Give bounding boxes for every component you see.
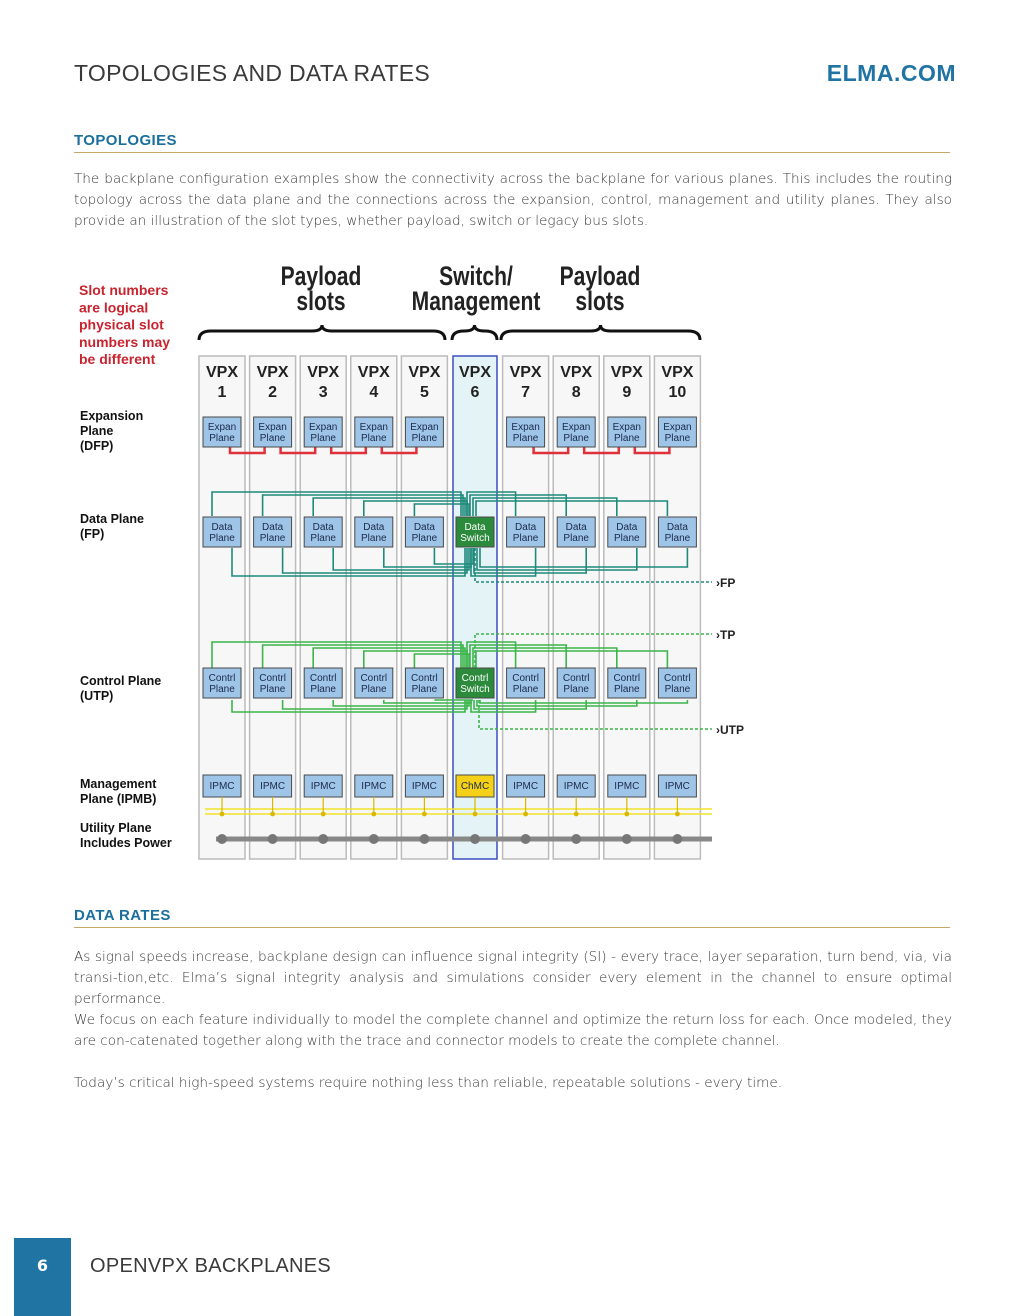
data-switch-box-label: Switch [460,533,490,544]
backplane-topology-diagram [0,250,1024,870]
group-title-payload-right: slots [575,286,625,317]
data-rates-paragraph-3: Today’s critical high-speed systems require nothing less than reliable, repeatable solutions - every time. [74,1075,783,1091]
contrl-plane-box-label: Contrl [411,673,438,684]
data-switch-box-label: Data [464,522,486,533]
data-plane-box-label: Data [262,522,284,533]
ipmc-label: IPMC [260,781,286,792]
expan-plane-box-label: Expan [207,422,237,433]
contrl-plane-box-label: Plane [563,684,589,695]
topologies-heading: TOPOLOGIES [74,132,177,149]
contrl-plane-box-label: Contrl [259,673,286,684]
contrl-plane-box-label: Contrl [613,673,641,684]
ipmb-node [473,812,478,817]
topologies-rule [74,152,950,153]
data-plane-box-label: Data [363,522,385,533]
utility-node [521,834,531,844]
expan-plane-box-label: Plane [563,433,589,444]
row-label-expansion: (DFP) [80,439,114,453]
expan-plane-box-label: Plane [259,433,286,444]
data-plane-box-label: Plane [209,533,235,544]
row-label-data: Data Plane [80,512,144,526]
data-plane-box-label: Plane [614,533,640,544]
row-label-management: Management [80,777,157,791]
contrl-plane-box-label: Plane [411,684,438,695]
port-utp-label: ›UTP [716,723,744,737]
topologies-paragraph: The backplane configuration examples show the connectivity across the backplane for various planes. This includes the routing topology across the data plane and the connections across the expansion, control, management and utility planes. They also provide an illustration of the slot types, whether payload, switch or legacy bus slots. [74,171,952,229]
ipmb-node [321,812,326,817]
slot-vpx-label: VPX [408,364,441,381]
ipmb-node [523,812,528,817]
contrl-switch-box-label: Switch [460,684,490,695]
utility-node [369,834,379,844]
slot-vpx-label: VPX [560,364,593,381]
slot-number: 5 [419,384,429,401]
contrl-plane-box-label: Contrl [512,673,539,684]
expan-plane-box-label: Plane [512,433,539,444]
row-label-expansion: Plane [80,424,114,438]
site-link[interactable]: ELMA.COM [826,60,956,86]
data-plane-box-label: Data [666,522,688,533]
expan-plane-box-label: Plane [614,433,640,444]
ipmc-label: IPMC [411,781,437,792]
utility-node [672,834,682,844]
ipmb-node [270,812,275,817]
slot-vpx-label: VPX [610,364,643,381]
data-plane-box-label: Plane [664,533,691,544]
diagram-note-line: are logical [79,299,149,316]
contrl-plane-box-label: Plane [310,684,336,695]
data-plane-box-label: Plane [259,533,286,544]
brace-payload-left [199,325,445,340]
expan-plane-box-label: Expan [410,422,439,433]
ipmc-label: IPMC [310,781,336,792]
ipmc-label: IPMC [614,781,640,792]
row-label-management: Plane (IPMB) [80,792,157,806]
row-label-utility: Utility Plane [80,821,152,835]
data-rates-rule [74,927,950,928]
utility-node [318,834,328,844]
page-number: 6 [36,1256,49,1275]
slot-vpx-label: VPX [357,364,390,381]
slot-number: 9 [622,384,632,401]
row-label-data: (FP) [80,527,105,541]
ipmb-node [574,812,579,817]
contrl-plane-box-label: Plane [209,684,235,695]
utility-node [571,834,581,844]
expan-plane-box-label: Plane [664,433,691,444]
slot-number: 10 [668,384,687,401]
slot-number: 3 [318,384,328,401]
expan-plane-box-label: Expan [359,422,388,433]
slot-number: 1 [217,384,227,401]
utility-node [470,834,480,844]
expan-plane-box-label: Plane [310,433,336,444]
row-label-utility: Includes Power [80,836,172,850]
data-plane-box-label: Data [616,522,638,533]
expan-plane-box-label: Plane [209,433,235,444]
row-label-control: (UTP) [80,689,114,703]
slot-number: 8 [571,384,581,401]
group-title-payload-left: Payload [280,261,362,292]
contrl-plane-box-label: Plane [614,684,640,695]
data-plane-box-label: Data [211,522,233,533]
chmc-label: ChMC [460,781,490,792]
ipmb-node [675,812,680,817]
slot-number: 7 [521,384,531,401]
diagram-note-line: physical slot [79,316,164,333]
data-rates-paragraph-2: We focus on each feature individually to model the complete channel and optimize the return loss for each. Once modeled, they are con-catenated together along with the trace and connector models to create the complete channel. [74,1012,952,1049]
expan-plane-box-label: Expan [612,422,641,433]
brace-payload-right [501,325,700,340]
ipmc-label: IPMC [209,781,235,792]
utility-node [622,834,632,844]
contrl-plane-box-label: Contrl [208,673,236,684]
ipmc-label: IPMC [361,781,387,792]
contrl-plane-box-label: Plane [512,684,539,695]
diagram-note-line: Slot numbers [79,282,169,298]
slot-vpx-label: VPX [509,364,542,381]
data-plane-box-label: Plane [563,533,589,544]
contrl-plane-box-label: Plane [259,684,286,695]
expan-plane-box-label: Expan [309,422,338,433]
brace-switch [452,325,497,340]
slot-vpx-label: VPX [307,364,340,381]
expan-plane-box-label: Plane [411,433,438,444]
ipmb-node [371,812,376,817]
utility-node [419,834,429,844]
group-title-payload-right: Payload [559,261,641,292]
ipmc-label: IPMC [513,781,539,792]
port-tp-label: ›TP [716,628,736,642]
contrl-plane-box-label: Plane [361,684,387,695]
slot-number: 4 [369,384,379,401]
page-section-title: TOPOLOGIES AND DATA RATES [74,60,430,86]
expan-plane-box-label: Expan [663,422,692,433]
expan-plane-box-label: Plane [361,433,387,444]
contrl-plane-box-label: Contrl [664,673,691,684]
row-label-control: Control Plane [80,674,162,688]
data-plane-box-label: Plane [512,533,539,544]
group-title-payload-left: slots [296,286,346,317]
expan-plane-box-label: Expan [562,422,591,433]
slot-number: 2 [268,384,278,401]
data-plane-box-label: Plane [361,533,387,544]
slot-vpx-label: VPX [205,364,239,381]
slot-vpx-label: VPX [256,364,289,381]
page-number-box [14,1238,71,1316]
contrl-plane-box-label: Contrl [309,673,337,684]
slot-number: 6 [470,384,480,401]
contrl-plane-box-label: Contrl [562,673,590,684]
contrl-plane-box-label: Contrl [360,673,388,684]
diagram-note-line: be different [79,351,156,368]
group-title-switch: Switch/ [439,261,513,292]
ipmb-node [422,812,427,817]
expan-plane-box-label: Expan [511,422,540,433]
data-rates-paragraph-1: As signal speeds increase, backplane design can influence signal integrity (SI) - every trace, layer separation, turn bend, via, via transi-tion,etc. Elma’s signal integrity analysis and simulations consider every element in the channel to ensure optimal performance. [74,949,952,1007]
row-label-expansion: Expansion [80,409,144,423]
data-plane-box-label: Plane [411,533,438,544]
ipmc-label: IPMC [664,781,690,792]
data-plane-box-label: Data [515,522,537,533]
diagram-note-line: numbers may [79,333,171,350]
footer-title: OPENVPX BACKPLANES [90,1255,332,1277]
slot-vpx-label: VPX [458,364,492,381]
port-fp-label: ›FP [716,576,736,590]
data-plane-box-label: Plane [310,533,336,544]
data-rates-heading: DATA RATES [74,907,171,924]
utility-node [268,834,278,844]
utility-node [217,834,227,844]
slot-vpx-label: VPX [661,364,694,381]
group-title-switch: Management [411,286,541,317]
ipmc-label: IPMC [563,781,589,792]
contrl-plane-box-label: Plane [664,684,691,695]
expan-plane-box-label: Expan [258,422,287,433]
data-plane-box-label: Data [413,522,435,533]
ipmb-node [624,812,629,817]
data-plane-box-label: Data [565,522,587,533]
data-plane-box-label: Data [312,522,334,533]
ipmb-node [220,812,225,817]
contrl-switch-box-label: Contrl [461,673,489,684]
